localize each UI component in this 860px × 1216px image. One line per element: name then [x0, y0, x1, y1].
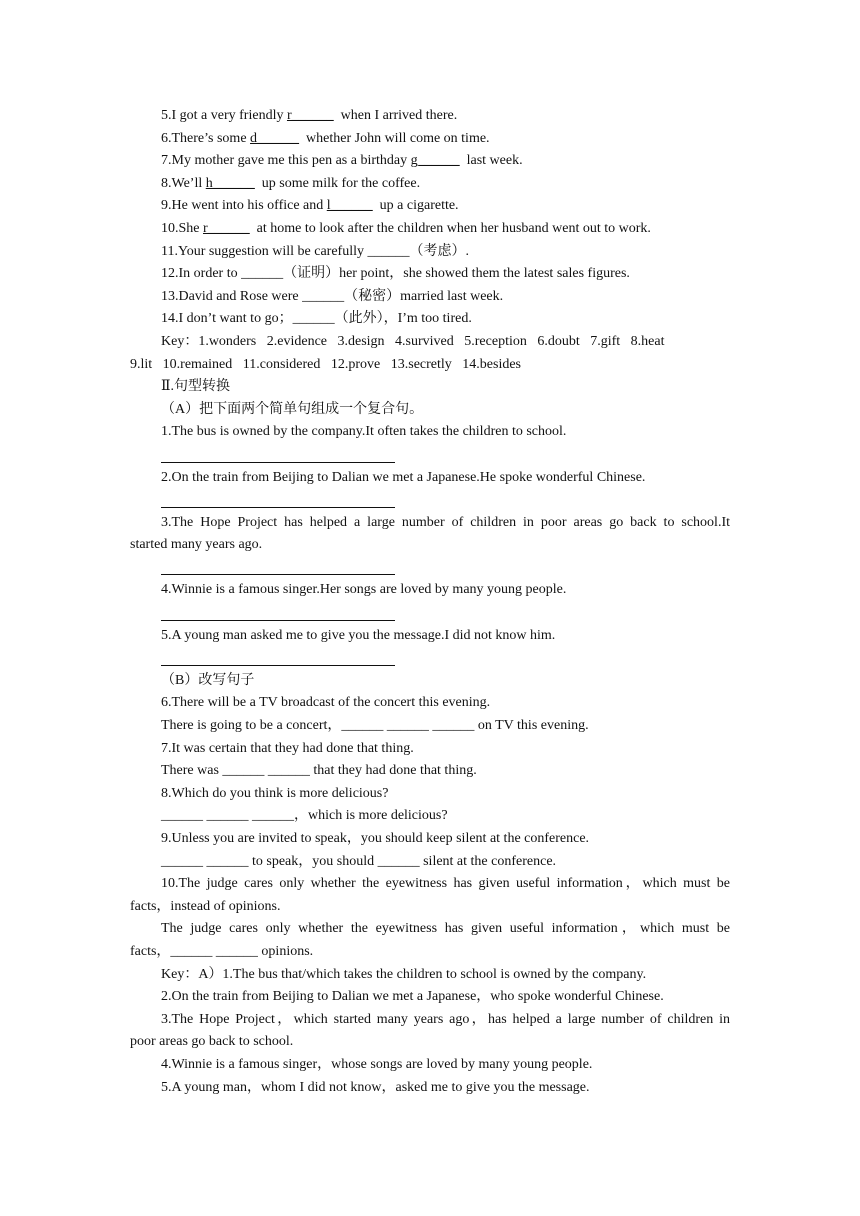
cn-item-14: 14.I don’t want to go；______（此外），I’m too tired. — [161, 311, 472, 327]
part-a-title: （A）把下面两个简单句组成一个复合句。 — [161, 401, 424, 417]
blank-hint: l______ — [326, 198, 373, 214]
exercise-b8: 8.Which do you think is more delicious? — [161, 785, 389, 801]
vocab-item-9 — [130, 195, 730, 218]
item-text: 10.She — [161, 220, 203, 236]
vocab-item-6 — [130, 128, 730, 151]
exercise-a3-cont: started many years ago. — [130, 537, 263, 553]
answer-line — [130, 557, 730, 580]
exercise-b9-rewrite: ______ ______ to speak，you should ______ silent at the conference. — [161, 853, 557, 869]
answer-key-line: poor areas go back to school. — [130, 1034, 294, 1050]
item-text: last week. — [459, 153, 523, 169]
item-text: up some milk for the coffee. — [254, 175, 421, 191]
exercise-a4: 4.Winnie is a famous singer.Her songs are loved by many young people. — [161, 582, 567, 598]
vocab-item-7 — [130, 150, 730, 173]
document-body — [130, 105, 730, 1099]
blank-hint: r______ — [286, 108, 334, 123]
exercise-a2: 2.On the train from Beijing to Dalian we met a Japanese.He spoke wonderful Chinese. — [161, 469, 646, 485]
item-text: 9.He went into his office and — [161, 198, 327, 214]
item-text: up a cigarette. — [372, 198, 459, 214]
exercise-b10-cont: facts，instead of opinions. — [130, 898, 281, 914]
cn-item-12: 12.In order to ______（证明）her point，she showed them the latest sales figures. — [161, 266, 630, 282]
exercise-b6: 6.There will be a TV broadcast of the concert this evening. — [161, 695, 491, 711]
exercise-b10: 10.The judge cares only whether the eyewitness has given useful information，which must be — [161, 876, 730, 892]
blank-hint: h______ — [205, 175, 255, 191]
item-text: whether John will come on time. — [299, 130, 490, 146]
vocab-item-5 — [130, 105, 730, 128]
exercise-a3: 3.The Hope Project has helped a large number of children in poor areas go back to school.It — [161, 514, 730, 530]
vocab-item-10 — [130, 218, 730, 241]
answer-key-line: 5.A young man，whom I did not know，asked me to give you the message. — [161, 1079, 590, 1095]
exercise-b10-rewrite: The judge cares only whether the eyewitness has given useful information，which must be — [161, 921, 730, 937]
item-text: 6.There’s some — [161, 130, 251, 146]
exercise-a5: 5.A young man asked me to give you the message.I did not know him. — [161, 627, 556, 643]
item-text: when I arrived there. — [333, 108, 458, 123]
exercise-b10-rewrite-cont: facts，______ ______ opinions. — [130, 943, 314, 959]
answer-key-line: Key：1.wonders 2.evidence 3.design 4.survived 5.reception 6.doubt 7.gift 8.heat — [161, 333, 665, 349]
exercise-b7-rewrite: There was ______ ______ that they had done that thing. — [161, 763, 477, 779]
section-title: Ⅱ.句型转换 — [161, 379, 231, 395]
item-text: 8.We’ll — [161, 175, 206, 191]
item-text: 7.My mother gave me this pen as a birthday — [161, 153, 411, 169]
exercise-b7: 7.It was certain that they had done that thing. — [161, 740, 414, 756]
exercise-b8-rewrite: ______ ______ ______，which is more delicious? — [161, 808, 448, 824]
answer-key-line: 9.lit 10.remained 11.considered 12.prove 13.secretly 14.besides — [130, 356, 521, 372]
cn-item-11: 11.Your suggestion will be carefully ______（考虑）. — [161, 243, 469, 259]
vocab-item-8 — [130, 173, 730, 196]
exercise-b6-rewrite: There is going to be a concert，______ ______ ______ on TV this evening. — [161, 718, 589, 734]
answer-key-line: Key：A）1.The bus that/which takes the children to school is owned by the company. — [161, 966, 647, 982]
blank-hint: d______ — [250, 130, 300, 146]
answer-key-line: 2.On the train from Beijing to Dalian we met a Japanese，who spoke wonderful Chinese. — [161, 989, 664, 1005]
item-text: at home to look after the children when her husband went out to work. — [249, 220, 651, 236]
answer-key-line: 3.The Hope Project，which started many years ago，has helped a large number of children in — [161, 1011, 730, 1027]
answer-key-line: 4.Winnie is a famous singer，whose songs are loved by many young people. — [161, 1056, 593, 1072]
part-b-title: （B）改写句子 — [161, 672, 255, 688]
answer-line — [130, 444, 730, 467]
answer-line — [130, 489, 730, 512]
blank-hint: g______ — [410, 153, 460, 169]
item-text: 5.I got a very friendly — [161, 108, 287, 123]
answer-line — [130, 602, 730, 625]
cn-item-13: 13.David and Rose were ______（秘密）married last week. — [161, 288, 504, 304]
exercise-b9: 9.Unless you are invited to speak，you should keep silent at the conference. — [161, 831, 590, 846]
exercise-a1: 1.The bus is owned by the company.It often takes the children to school. — [161, 424, 567, 440]
answer-line — [130, 647, 730, 670]
blank-hint: r______ — [203, 220, 250, 236]
